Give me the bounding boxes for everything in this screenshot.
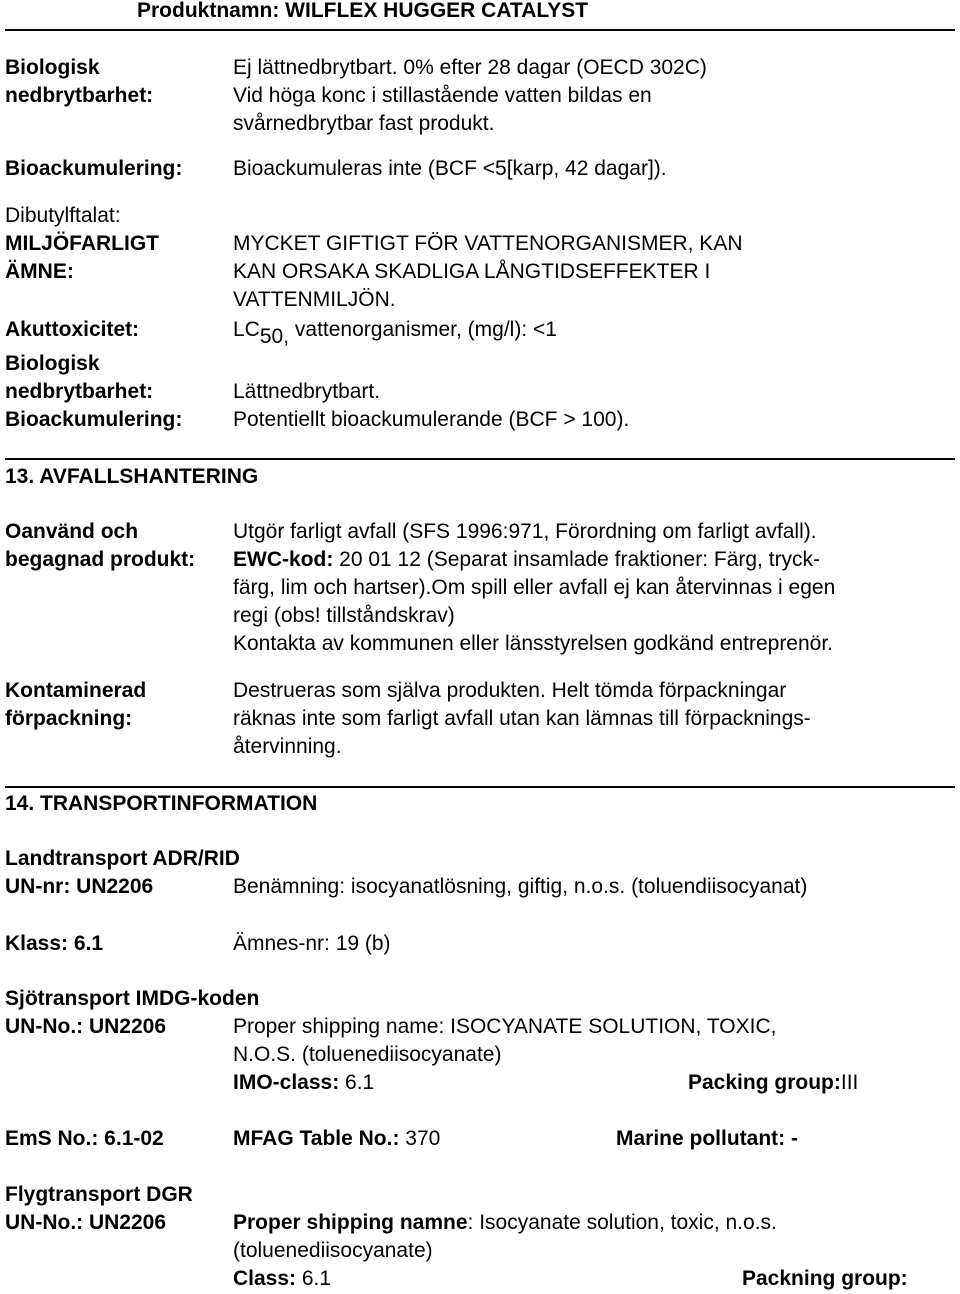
sea-psn-2: N.O.S. (toluenediisocyanate) — [233, 1043, 502, 1066]
bio-value-1: Ej lättnedbrytbart. 0% efter 28 dagar (OECD 302C) — [233, 56, 707, 79]
bioack-value: Bioackumuleras inte (BCF <5[karp, 42 dagar]). — [233, 157, 667, 180]
sea-imo-value: 6.1 — [339, 1071, 375, 1094]
air-psn-2: (toluenediisocyanate) — [233, 1239, 433, 1262]
kont-label-1: Kontaminerad — [5, 679, 147, 702]
miljo-value-3: VATTENMILJÖN. — [233, 288, 396, 311]
oanvand-value-1: Utgör farligt avfall (SFS 1996:971, Förordning om farligt avfall). — [233, 520, 817, 543]
mfag-value: 370 — [399, 1127, 441, 1150]
kont-value-2: räknas inte som farligt avfall utan kan lämnas till förpacknings- — [233, 707, 811, 730]
air-packing-group: Packning group: — [742, 1267, 908, 1290]
air-class-value: 6.1 — [296, 1267, 332, 1290]
akut-subscript: 50, — [259, 325, 290, 348]
air-psn-label: Proper shipping namne — [233, 1211, 468, 1234]
sea-heading: Sjötransport IMDG-koden — [5, 987, 260, 1010]
land-amnes: Ämnes-nr: 19 (b) — [233, 932, 391, 955]
section13-heading: 13. AVFALLSHANTERING — [5, 465, 259, 488]
miljo-value-1: MYCKET GIFTIGT FÖR VATTENORGANISMER, KAN — [233, 232, 743, 255]
ewc-value: 20 01 12 (Separat insamlade fraktioner: Färg, tryck- — [333, 548, 821, 571]
oanvand-value-5: Kontakta av kommunen eller länsstyrelsen godkänd entreprenör. — [233, 632, 834, 655]
sea-packing-group — [688, 1069, 858, 1097]
bio-label-2: nedbrytbarhet: — [5, 84, 154, 107]
kont-value-1: Destrueras som själva produkten. Helt tömda förpackningar — [233, 679, 787, 702]
akut-lc: LC — [233, 318, 260, 341]
akut-value — [233, 316, 557, 348]
page-title: Produktnamn: WILFLEX HUGGER CATALYST — [137, 0, 589, 22]
mfag-table — [233, 1125, 440, 1153]
oanvand-label-1: Oanvänd och — [5, 520, 139, 543]
oanvand-value-3: färg, lim och hartser).Om spill eller avfall ej kan återvinnas i egen — [233, 576, 836, 599]
bio2-label-2: nedbrytbarhet: — [5, 380, 154, 403]
bio-value-2: Vid höga konc i stillastående vatten bildas en — [233, 84, 652, 107]
kont-label-2: förpackning: — [5, 707, 133, 730]
miljo-value-2: KAN ORSAKA SKADLIGA LÅNGTIDSEFFEKTER I — [233, 260, 711, 283]
bio-label-1: Biologisk — [5, 56, 100, 79]
header-rule — [5, 29, 955, 31]
oanvand-label-2: begagnad produkt: — [5, 548, 196, 571]
oanvand-value-4: regi (obs! tillståndskrav) — [233, 604, 455, 627]
air-un: UN-No.: UN2206 — [5, 1211, 167, 1234]
section14-rule — [5, 786, 955, 788]
marine-pollutant: Marine pollutant: - — [616, 1127, 798, 1150]
air-psn-value: : Isocyanate solution, toxic, n.o.s. — [467, 1211, 777, 1234]
bio-value-3: svårnedbrytbar fast produkt. — [233, 112, 495, 135]
bio2-label-1: Biologisk — [5, 352, 100, 375]
land-un: UN-nr: UN2206 — [5, 875, 154, 898]
air-psn-1 — [233, 1209, 777, 1237]
ems-number: EmS No.: 6.1-02 — [5, 1127, 164, 1150]
sea-pg-label: Packing group: — [688, 1071, 841, 1094]
sea-un: UN-No.: UN2206 — [5, 1015, 167, 1038]
kont-value-3: återvinning. — [233, 735, 342, 758]
bioack2-label: Bioackumulering: — [5, 408, 183, 431]
miljo-label-1: MILJÖFARLIGT — [5, 232, 159, 255]
sea-imo-label: IMO-class: — [233, 1071, 340, 1094]
akut-rest: vattenorganismer, (mg/l): <1 — [289, 318, 557, 341]
land-benamning: Benämning: isocyanatlösning, giftig, n.o.s. (toluendiisocyanat) — [233, 875, 808, 898]
section14-heading: 14. TRANSPORTINFORMATION — [5, 792, 318, 815]
oanvand-value-2 — [233, 546, 820, 574]
land-klass: Klass: 6.1 — [5, 932, 104, 955]
bioack2-value: Potentiellt bioackumulerande (BCF > 100). — [233, 408, 630, 431]
dibutyl-label: Dibutylftalat: — [5, 204, 121, 227]
bioack-label: Bioackumulering: — [5, 157, 183, 180]
air-heading: Flygtransport DGR — [5, 1183, 193, 1206]
ewc-label: EWC-kod: — [233, 548, 334, 571]
akut-label: Akuttoxicitet: — [5, 318, 140, 341]
air-class — [233, 1265, 331, 1293]
air-class-label: Class: — [233, 1267, 297, 1290]
miljo-label-2: ÄMNE: — [5, 260, 74, 283]
land-heading: Landtransport ADR/RID — [5, 847, 240, 870]
sea-imo — [233, 1069, 374, 1097]
mfag-label: MFAG Table No.: — [233, 1127, 400, 1150]
bio2-value: Lättnedbrytbart. — [233, 380, 381, 403]
section13-rule — [5, 458, 955, 460]
sea-pg-value: III — [840, 1071, 859, 1094]
sea-psn-1: Proper shipping name: ISOCYANATE SOLUTION, TOXIC, — [233, 1015, 777, 1038]
